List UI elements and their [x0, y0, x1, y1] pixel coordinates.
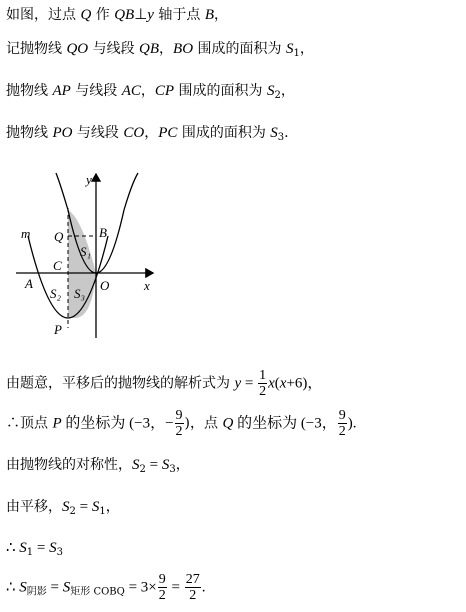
subscript: 矩形 COBQ	[70, 586, 125, 598]
math-var: QB	[139, 41, 160, 57]
text: ，	[280, 83, 295, 99]
math-var: S	[270, 125, 278, 141]
perp-symbol: ⊥	[134, 7, 148, 23]
math-var: S	[49, 540, 57, 556]
math-var: PO	[52, 125, 73, 141]
subscript: 1	[293, 48, 300, 59]
subscript: 2	[69, 506, 76, 517]
text: )，点	[184, 415, 223, 432]
text: 记抛物线	[6, 41, 67, 57]
math-var: S	[266, 83, 275, 99]
math-var: CP	[154, 83, 175, 99]
parabola-original-right	[124, 173, 138, 210]
denominator: 2	[338, 424, 346, 439]
numerator: 1	[259, 368, 267, 383]
fraction-nine-halves-2	[338, 408, 347, 439]
denominator: 2	[158, 588, 166, 603]
text-line-2	[6, 38, 314, 59]
math-var: PC	[158, 125, 178, 141]
label-S2: S₂	[50, 286, 62, 301]
text: 由平移，	[6, 499, 62, 515]
math-var: S	[19, 540, 27, 556]
math-var: x	[279, 375, 287, 392]
text: ).	[347, 415, 357, 432]
equals: =	[241, 375, 258, 392]
text: 围成的面积为	[177, 125, 271, 141]
math-var: AC	[121, 83, 141, 99]
parabola-original-left	[56, 173, 68, 210]
equals: =	[145, 457, 162, 473]
text: 抛物线	[6, 125, 53, 141]
math-var: S	[161, 457, 170, 473]
subscript: 2	[274, 90, 281, 101]
math-var: S	[62, 499, 70, 515]
text: 围成的面积为	[193, 41, 286, 57]
equals: =	[46, 579, 63, 596]
fraction-nine-halves-3	[158, 572, 167, 603]
text-line-6	[6, 408, 357, 439]
math-var: S	[285, 41, 294, 57]
text-line-10	[6, 572, 205, 603]
text: 围成的面积为	[174, 83, 267, 99]
subscript: 3	[169, 464, 176, 475]
text: 如图，过点	[6, 7, 81, 23]
paren: (	[274, 375, 280, 392]
math-var: S	[19, 579, 27, 596]
subscript: 2	[139, 464, 146, 475]
subscript: 阴影	[26, 586, 47, 598]
label-O: O	[100, 278, 110, 293]
math-var: y	[234, 375, 242, 392]
text: 与线段	[70, 83, 122, 99]
text: 与线段	[88, 41, 140, 57]
label-x: x	[144, 278, 150, 293]
therefore-symbol: ∴	[6, 579, 20, 596]
label-Q: Q	[54, 229, 64, 244]
text: .	[284, 125, 289, 141]
text-line-9	[6, 538, 63, 558]
text-line-1	[6, 4, 228, 24]
denominator: 2	[175, 424, 183, 439]
label-P: P	[54, 322, 62, 337]
denominator: 2	[259, 384, 267, 399]
text-line-8	[6, 496, 120, 517]
text: = 3×	[124, 579, 157, 596]
text: 由题意，平移后的抛物线的解析式为	[6, 375, 235, 392]
equals: =	[75, 499, 92, 515]
numerator: 9	[175, 408, 183, 423]
label-S1: S₁	[80, 244, 92, 259]
fraction-half	[258, 368, 267, 399]
numerator: 9	[158, 572, 166, 587]
math-var: Q	[222, 415, 234, 432]
math-var: QB	[114, 7, 135, 23]
text-line-5	[6, 368, 322, 399]
denominator: 2	[189, 588, 197, 603]
label-B: B	[99, 225, 107, 240]
text: 轴于点	[153, 7, 205, 23]
label-m: m	[21, 226, 31, 241]
math-var: Q	[80, 7, 92, 23]
therefore-symbol: ∴	[6, 540, 20, 556]
text: 的坐标为 (−3，	[233, 415, 337, 432]
label-y: y	[86, 172, 92, 187]
equals: =	[167, 579, 184, 596]
numerator: 27	[185, 572, 200, 587]
text-line-7	[6, 454, 190, 475]
label-C: C	[53, 258, 62, 273]
math-var: x	[268, 375, 275, 392]
text: ，	[299, 41, 314, 57]
fraction-27-halves	[185, 572, 201, 603]
text: ，	[214, 7, 229, 23]
subscript: 3	[277, 132, 285, 143]
label-S3: S₃	[74, 286, 86, 301]
text: +6)，	[286, 375, 323, 392]
text-line-4	[6, 122, 289, 143]
text: ，	[140, 83, 155, 99]
text: ∴顶点	[6, 415, 53, 432]
text: 抛物线	[6, 83, 53, 99]
math-var: B	[204, 7, 215, 23]
text: ，	[105, 499, 120, 515]
subscript: 1	[99, 506, 106, 517]
subscript: 1	[26, 547, 34, 558]
math-var: S	[91, 499, 100, 515]
numerator: 9	[338, 408, 346, 423]
math-var: BO	[173, 41, 194, 57]
math-var: AP	[52, 83, 71, 99]
text: ，	[175, 457, 190, 473]
text-line-3	[6, 80, 295, 101]
math-var: QO	[66, 41, 89, 57]
parabola-figure	[8, 168, 168, 343]
math-var: S	[62, 579, 71, 596]
math-var: P	[52, 415, 62, 432]
text: 与线段	[72, 125, 124, 141]
math-var: CO	[123, 125, 145, 141]
math-var: S	[132, 457, 140, 473]
equals: =	[33, 540, 50, 556]
text: .	[201, 579, 206, 596]
text: ，	[159, 41, 174, 57]
text: 由抛物线的对称性，	[6, 457, 132, 473]
math-var: y	[147, 7, 154, 23]
label-A: A	[25, 276, 33, 291]
text: 作	[91, 7, 115, 23]
text: 的坐标为 (−3，−	[61, 415, 174, 432]
text: ，	[144, 125, 159, 141]
fraction-nine-halves	[175, 408, 184, 439]
subscript: 3	[56, 547, 64, 558]
